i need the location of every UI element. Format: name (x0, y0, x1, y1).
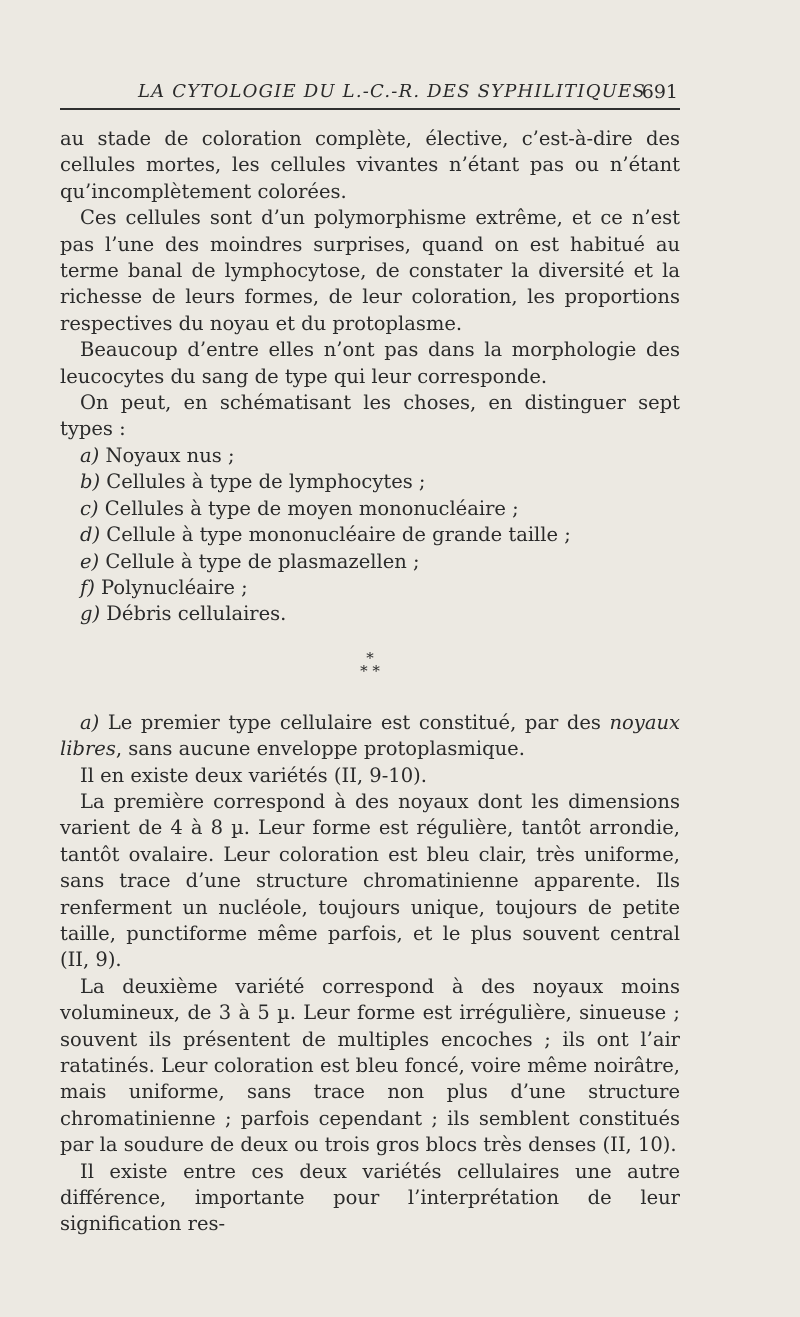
list-item (60, 575, 680, 601)
paragraph-3: Beaucoup d’entre elles n’ont pas dans la morphologie des leucocytes du sang de type qui leur corresponde. (60, 338, 680, 388)
body-text (60, 126, 680, 1238)
paragraph-9: Il existe entre ces deux variétés cellulaires une autre différence, importante pour l’interprétation de leur signification res- (60, 1159, 680, 1236)
paragraph-5-emphasis: noyaux libres (60, 710, 680, 761)
list-marker: f) (80, 575, 95, 599)
list-marker: d) (80, 523, 101, 547)
list-text: Cellules à type de moyen mononucléaire ; (104, 496, 519, 520)
paragraph-2: Ces cellules sont d’un polymorphisme extrême, et ce n’est pas l’une des moindres surprises, quand on est habitué au terme banal de lymphocytose, de constater la diversité et la richesse de leurs formes, de leur coloration, les proportions respectives du noyau et du protoplasme. (60, 206, 680, 335)
list-marker: e) (80, 549, 100, 573)
paragraph-1: au stade de coloration complète, élective, c’est-à-dire des cellules mortes, les cellules vivantes n’étant pas ou n’étant qu’incomplètement colorées. (60, 127, 680, 203)
list-marker: a) (80, 443, 100, 467)
running-title: LA CYTOLOGIE DU L.-C.-R. DES SYPHILITIQUES (138, 81, 646, 102)
list-item (60, 443, 680, 469)
asterism-top: * (366, 648, 374, 667)
paragraph-6: Il en existe deux variétés (II, 9-10). (80, 763, 427, 787)
list-item (60, 522, 680, 548)
asterism-divider (60, 648, 680, 680)
page-number: 691 (641, 81, 678, 103)
list-marker: g) (80, 602, 101, 626)
section-marker: a) (80, 710, 100, 734)
paragraph-5-start: Le premier type cellulaire est constitué, par des (99, 710, 610, 734)
list-item (60, 549, 680, 575)
paragraph-7: La première correspond à des noyaux dont les dimensions varient de 4 à 8 µ. Leur forme est régulière, tantôt arrondie, tantôt ovalaire. Leur coloration est bleu clair, très uniforme, sans trace d’une structure chromatinienne apparente. Ils renferment un nucléole, toujours unique, toujours de petite taille, punctiforme même parfois, et le plus souvent central (II, 9). (60, 789, 680, 972)
running-header (60, 80, 680, 110)
list-item (60, 496, 680, 522)
list-text: Polynucléaire ; (101, 575, 248, 599)
list-text: Débris cellulaires. (106, 602, 287, 626)
list-text: Cellules à type de lymphocytes ; (106, 470, 426, 494)
list-item (60, 469, 680, 495)
paragraph-4: On peut, en schématisant les choses, en distinguer sept types : (60, 391, 680, 441)
list-item (60, 601, 680, 627)
paragraph-8: La deuxième variété correspond à des noyaux moins volumineux, de 3 à 5 µ. Leur forme est irrégulière, sinueuse ; souvent ils présentent de multiples encoches ; ils ont l’air ratatinés. Leur coloration est bleu foncé, voire même noirâtre, mais uniforme, sans trace non plus d’une structure chromatinienne ; parfois cependant ; ils semblent constitués par la soudure de deux ou trois gros blocs très denses (II, 10). (60, 974, 680, 1157)
list-text: Noyaux nus ; (105, 443, 235, 467)
asterism-bottom: * * (360, 661, 380, 680)
cell-type-list (60, 443, 680, 628)
list-text: Cellule à type de plasmazellen ; (105, 549, 420, 573)
list-text: Cellule à type mononucléaire de grande taille ; (106, 523, 571, 547)
list-marker: c) (80, 496, 99, 520)
paragraph-5-end: , sans aucune enveloppe protoplasmique. (115, 737, 525, 761)
list-marker: b) (80, 470, 101, 494)
paragraph-5 (60, 710, 680, 763)
